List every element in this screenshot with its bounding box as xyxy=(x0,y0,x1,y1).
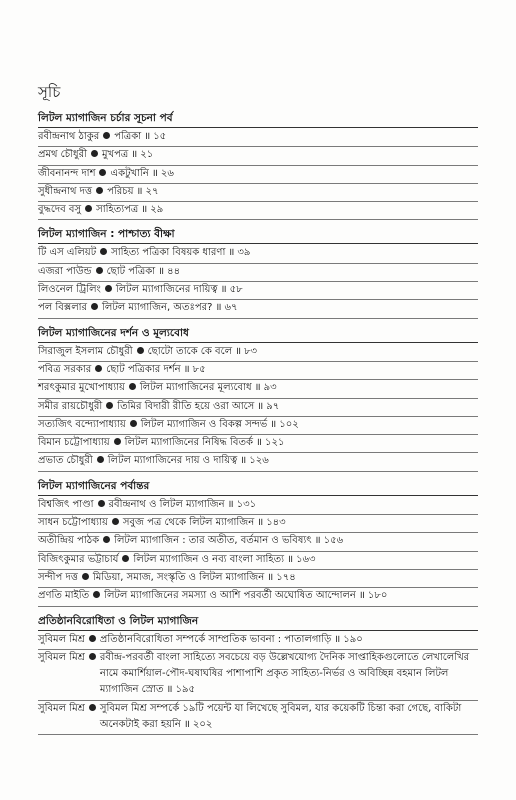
toc-entry xyxy=(38,497,478,515)
bullet-icon xyxy=(137,347,144,354)
bullet-icon xyxy=(96,267,103,274)
toc-entry xyxy=(38,650,478,701)
toc-entry xyxy=(38,147,478,165)
toc-entry xyxy=(38,380,478,398)
toc-entry xyxy=(38,300,478,318)
entry-title: রবীন্দ্র-পরবর্তী বাংলা সাহিত্যে সবচেয়ে বড় উল্লেখযোগ্য দৈনিক সাপ্তাহিকগুলোতে লেখালেখির নামে কমার্শিয়াল-পৌদ-ঘষাঘষির পাশাপাশি প্রকৃত সাহিত্য-নির্ভর ও অবিচ্ছিন্ন বহমান লিটল ম্যাগাজিন স্রোত xyxy=(99,651,470,696)
page-separator: ॥ xyxy=(158,265,165,277)
page-separator: ॥ xyxy=(131,149,138,161)
page-separator: ॥ xyxy=(183,363,190,375)
toc-entry xyxy=(38,435,478,453)
toc-entry xyxy=(38,184,478,202)
entry-author: সন্দীপ দত্ত xyxy=(38,571,78,583)
page-separator: ॥ xyxy=(166,684,173,696)
toc-entry xyxy=(38,552,478,570)
entry-author: সুবিমল মিশ্র xyxy=(38,702,85,714)
entry-page-number: ১২১ xyxy=(264,437,285,449)
entry-author: সমীর রায়চৌধুরী xyxy=(38,400,103,412)
entry-page-number: ৫৮ xyxy=(229,284,243,296)
toc-section xyxy=(38,325,478,472)
section-title: লিটল ম্যাগাজিন : পাশ্চাত্য বীক্ষা xyxy=(38,226,478,244)
entry-title: লিটল ম্যাগাজিন ও নব্য বাংলা সাহিত্য xyxy=(133,553,285,565)
bullet-icon xyxy=(112,518,119,525)
entry-author: সাধন চট্টোপাধ্যায় xyxy=(38,517,108,529)
entry-title: তিমির বিদারী রীতি হয়ে ওরা আসে xyxy=(117,400,255,412)
entry-page-number: ২৬ xyxy=(160,167,174,179)
entry-page-number: ১৬৩ xyxy=(296,553,316,565)
toc-entry xyxy=(38,701,478,736)
entry-title: মিডিয়া, সমাজ, সংস্কৃতি ও লিটল ম্যাগাজিন xyxy=(92,571,265,583)
entry-page-number: ১৪৩ xyxy=(266,517,286,529)
toc-sections xyxy=(38,110,478,735)
entry-page-number: ৮৫ xyxy=(192,363,206,375)
table-of-contents xyxy=(38,82,478,741)
entry-author: লিওনেল ট্রিলিং xyxy=(38,284,101,296)
entry-page-number: ৪৪ xyxy=(167,265,181,277)
toc-entry xyxy=(38,417,478,435)
bullet-icon xyxy=(103,536,110,543)
page-separator: ॥ xyxy=(144,131,151,142)
entry-author: সুবিমল মিশ্র xyxy=(38,633,85,645)
page-separator: ॥ xyxy=(334,633,341,645)
section-title: লিটল ম্যাগাজিন চর্চার সূচনা পর্ব xyxy=(38,110,478,128)
entry-author: সুধীন্দ্রনাথ দত্ত xyxy=(38,185,93,197)
entry-author: প্রভাত চৌধুরী xyxy=(38,455,93,467)
bullet-icon xyxy=(122,555,129,562)
section-title: লিটল ম্যাগাজিনের পর্বান্তর xyxy=(38,478,478,496)
toc-entry xyxy=(38,282,478,300)
page-separator: ॥ xyxy=(314,535,321,547)
section-title: লিটল ম্যাগাজিনের দর্শন ও মূল্যবোধ xyxy=(38,325,478,343)
page-separator: ॥ xyxy=(235,345,242,357)
toc-entry xyxy=(38,515,478,533)
entry-title: লিটল ম্যাগাজিনের মূল্যবোধ xyxy=(139,382,252,394)
bullet-icon xyxy=(82,573,89,580)
entry-title: লিটল ম্যাগাজিনের দায়িত্ব xyxy=(115,284,218,296)
bullet-icon xyxy=(99,169,106,176)
entry-author: রবীন্দ্রনাথ ঠাকুর xyxy=(38,131,100,142)
entry-title: ছোট পত্রিকার দর্শন xyxy=(106,363,181,375)
toc-entry xyxy=(38,264,478,282)
entry-page-number: ৯৩ xyxy=(263,382,277,394)
entry-page-number: ৮৩ xyxy=(244,345,258,357)
bullet-icon xyxy=(89,635,96,642)
entry-page-number: ১৯৫ xyxy=(175,684,196,696)
entry-page-number: ২০২ xyxy=(192,719,213,731)
entry-title: সুবিমল মিশ্র সম্পর্কে ১৯টি পয়েন্ট যা লিখেছে সুবিমল, যার কয়েকটি চিন্তা করা গেছে, বাকিটা অনেকটাই করা হয়নি xyxy=(99,702,462,731)
page-separator: ॥ xyxy=(151,167,158,179)
bullet-icon xyxy=(95,365,102,372)
entry-author: পবিত্র সরকার xyxy=(38,363,92,375)
toc-entry xyxy=(38,245,478,263)
bullet-icon xyxy=(91,303,98,310)
bullet-icon xyxy=(98,500,105,507)
entry-page-number: ১৩১ xyxy=(236,498,257,510)
page-separator: ॥ xyxy=(227,498,234,510)
entry-page-number: ১৯০ xyxy=(343,633,363,645)
page-separator: ॥ xyxy=(220,284,227,296)
bullet-icon xyxy=(105,285,112,292)
entry-title: লিটল ম্যাগাজিনের সমস্যা ও আশি পরবর্তী অঘোষিত আন্দোলন xyxy=(104,590,356,602)
bullet-icon xyxy=(100,248,107,255)
page-separator: ॥ xyxy=(183,719,190,731)
bullet-icon xyxy=(106,402,113,409)
toc-entry xyxy=(38,166,478,184)
entry-page-number: ১৭৪ xyxy=(276,571,296,583)
entry-author: সিরাজুল ইসলাম চৌধুরী xyxy=(38,345,133,357)
toc-entry xyxy=(38,129,478,147)
bullet-icon xyxy=(103,132,110,139)
toc-entry xyxy=(38,399,478,417)
entry-page-number: ১৫ xyxy=(153,131,167,142)
entry-page-number: ২১ xyxy=(140,149,154,161)
toc-section xyxy=(38,226,478,318)
page-separator: ॥ xyxy=(267,571,274,583)
entry-title: মুখপত্র xyxy=(101,149,129,161)
entry-rest xyxy=(100,701,478,734)
entry-title: রবীন্দ্রনাথ ও লিটল ম্যাগাজিন xyxy=(108,498,225,510)
entry-page-number: ১৫৬ xyxy=(323,535,344,547)
entry-author: প্রমথ চৌধুরী xyxy=(38,149,87,161)
entry-author-wrap xyxy=(38,701,100,734)
toc-section xyxy=(38,613,478,736)
page-separator: ॥ xyxy=(358,590,365,602)
entry-page-number: ১০২ xyxy=(279,418,299,430)
entry-title: সাহিত্যপত্র xyxy=(96,204,139,216)
page-separator: ॥ xyxy=(240,455,247,467)
entry-page-number: ৬৭ xyxy=(224,302,238,314)
toc-section xyxy=(38,110,478,220)
toc-entry xyxy=(38,202,478,220)
page-separator: ॥ xyxy=(257,517,264,529)
entry-author: টি এস এলিয়ট xyxy=(38,247,97,259)
page-separator: ॥ xyxy=(215,302,222,314)
toc-entry xyxy=(38,533,478,551)
section-title: প্রতিষ্ঠানবিরোধিতা ও লিটল ম্যাগাজিন xyxy=(38,613,478,631)
toc-section xyxy=(38,478,478,607)
entry-title: লিটল ম্যাগাজিনের নিষিদ্ধ বিতর্ক xyxy=(124,437,253,449)
entry-page-number: ৩৯ xyxy=(237,247,251,259)
entry-page-number: ১২৬ xyxy=(249,455,269,467)
entry-title: পত্রিকা xyxy=(114,131,142,142)
page-separator: ॥ xyxy=(141,204,148,216)
page-separator: ॥ xyxy=(136,185,143,197)
toc-heading: সূচি xyxy=(38,83,61,101)
toc-entry xyxy=(38,453,478,471)
entry-page-number: ৯৭ xyxy=(266,400,280,412)
toc-entry xyxy=(38,632,478,650)
entry-author: সুবিমল মিশ্র xyxy=(38,651,85,663)
entry-page-number: ২৭ xyxy=(145,185,159,197)
entry-title: একটুখানি xyxy=(110,167,149,179)
bullet-icon xyxy=(129,383,136,390)
bullet-icon xyxy=(93,591,100,598)
entry-rest xyxy=(100,650,478,699)
bullet-icon xyxy=(89,704,96,711)
entry-title: লিটল ম্যাগাজিনের দায় ও দায়িত্ব xyxy=(107,455,238,467)
entry-title: সাহিত্য পত্রিকা বিষয়ক ধারণা xyxy=(111,247,226,259)
bullet-icon xyxy=(130,420,137,427)
page-separator: ॥ xyxy=(228,247,235,259)
toc-entry xyxy=(38,570,478,588)
page-separator: ॥ xyxy=(270,418,277,430)
entry-title: প্রতিষ্ঠানবিরোধিতা সম্পর্কে সাম্প্রতিক ভাবনা : পাতালগাড়ি xyxy=(99,633,332,645)
entry-title: ছোট পত্রিকা xyxy=(106,265,156,277)
page-separator: ॥ xyxy=(254,382,261,394)
bullet-icon xyxy=(91,150,98,157)
entry-author: বুদ্ধদেব বসু xyxy=(38,204,82,216)
entry-title: ছোটো তাকে কে বলে xyxy=(147,345,233,357)
entry-author: বিশ্বজিৎ পাণ্ডা xyxy=(38,498,94,510)
entry-author: বিজিৎকুমার ভট্টাচার্য xyxy=(38,553,119,565)
entry-title: লিটল ম্যাগাজিন, অতঃপর? xyxy=(102,302,213,314)
entry-page-number: ১৮০ xyxy=(367,590,388,602)
toc-entry xyxy=(38,588,478,606)
entry-title: সবুজ পত্র থেকে লিটল ম্যাগাজিন xyxy=(122,517,255,529)
entry-author: শরৎকুমার মুখোপাধ্যায় xyxy=(38,382,125,394)
entry-title: লিটল ম্যাগাজিন ও বিকল্প সন্দর্ভ xyxy=(140,418,268,430)
entry-author: প্রণতি মাইতি xyxy=(38,590,90,602)
entry-author-wrap xyxy=(38,650,100,699)
bullet-icon xyxy=(85,205,92,212)
entry-author: অতীন্দ্রিয় পাঠক xyxy=(38,535,100,547)
bullet-icon xyxy=(96,187,103,194)
bullet-icon xyxy=(89,653,96,660)
bullet-icon xyxy=(114,438,121,445)
entry-author: জীবনানন্দ দাশ xyxy=(38,167,96,179)
entry-author: সত্যজিৎ বন্দ্যোপাধ্যায় xyxy=(38,418,126,430)
toc-entry xyxy=(38,362,478,380)
entry-author: বিমান চট্টোপাধ্যায় xyxy=(38,437,110,449)
page-separator: ॥ xyxy=(257,400,264,412)
page-separator: ॥ xyxy=(287,553,294,565)
entry-title: পরিচয় xyxy=(107,185,134,197)
entry-page-number: ২৯ xyxy=(150,204,164,216)
toc-entry xyxy=(38,344,478,362)
entry-author: পল বিক্সলার xyxy=(38,302,88,314)
bullet-icon xyxy=(97,456,104,463)
page-separator: ॥ xyxy=(255,437,262,449)
entry-title: লিটল ম্যাগাজিন : তার অতীত, বর্তমান ও ভবিষ্যৎ xyxy=(114,535,312,547)
entry-author: এজরা পাউন্ড xyxy=(38,265,92,277)
